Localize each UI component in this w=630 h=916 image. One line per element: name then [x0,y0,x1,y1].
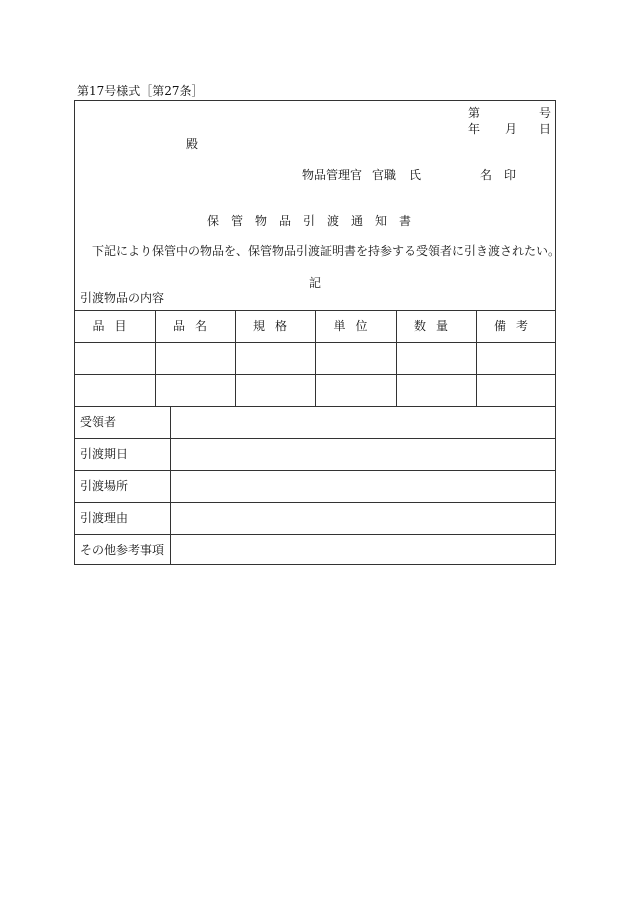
officer-label: 物品管理官 [302,168,363,182]
table-header-spec: 規格 [252,319,297,333]
number-prefix: 第 [468,106,481,120]
field-value-delivery-place[interactable] [171,471,556,502]
field-label-delivery-reason: 引渡理由 [80,511,129,525]
date-month: 月 [505,122,518,136]
number-suffix: 号 [539,106,552,120]
field-label-recipient: 受領者 [80,415,117,429]
seal-label: 印 [504,168,517,182]
field-label-delivery-date: 引渡期日 [80,447,129,461]
table-row[interactable] [74,342,556,374]
table-header-name: 品名 [172,319,217,333]
date-day: 日 [539,122,552,136]
name-label-1: 氏 [409,168,422,182]
position-label: 官職 [372,168,397,182]
table-header-item: 品目 [92,319,137,333]
table-row[interactable] [74,374,556,406]
field-value-other-notes[interactable] [171,535,556,565]
form-number: 第17号様式［第27条］ [77,84,204,98]
date-year: 年 [468,122,481,136]
table-header-remarks: 備考 [493,319,538,333]
items-heading: 引渡物品の内容 [80,291,165,305]
field-value-recipient[interactable] [171,407,556,438]
addressee-suffix: 殿 [186,137,199,151]
ki-label: 記 [309,276,322,290]
field-value-delivery-date[interactable] [171,439,556,470]
table-header-unit: 単位 [333,319,378,333]
field-value-delivery-reason[interactable] [171,503,556,534]
body-text: 下記により保管中の物品を、保管物品引渡証明書を持参する受領者に引き渡されたい。 [92,244,561,258]
name-label-2: 名 [480,168,493,182]
document-title: 保管物品引渡通知書 [206,214,423,228]
field-label-delivery-place: 引渡場所 [80,479,129,493]
field-label-other-notes: その他参考事項 [80,543,165,557]
table-header-quantity: 数量 [413,319,458,333]
